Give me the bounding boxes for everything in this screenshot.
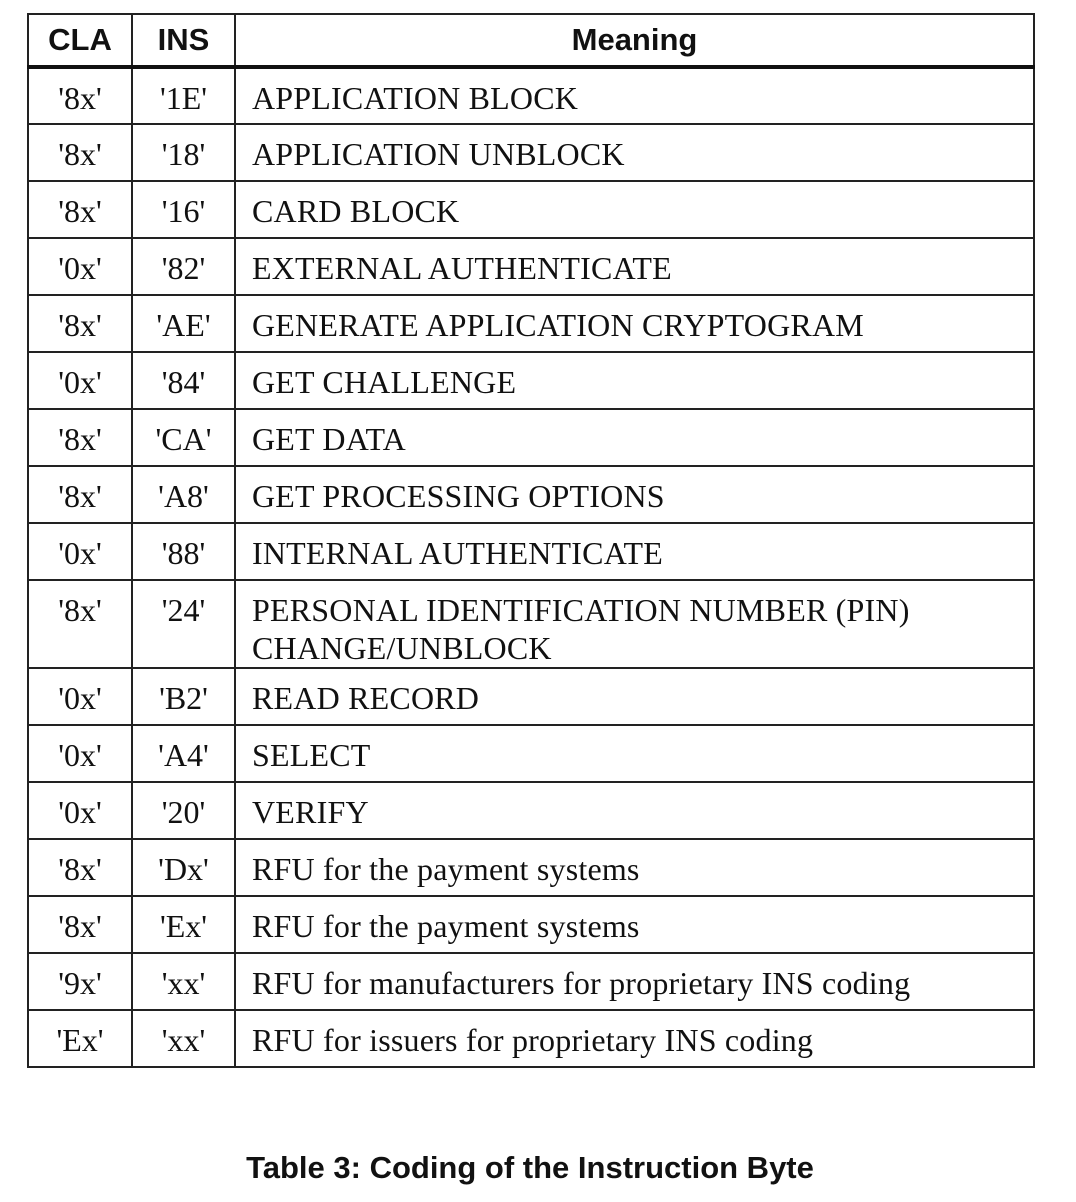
cla-cell: '8x'	[28, 466, 132, 523]
cla-cell: '8x'	[28, 580, 132, 668]
table-row	[28, 67, 1034, 124]
table-row	[28, 839, 1034, 896]
ins-cell: 'AE'	[132, 295, 235, 352]
meaning-cell: VERIFY	[235, 782, 1034, 839]
table-row	[28, 1010, 1034, 1067]
cla-cell: '0x'	[28, 238, 132, 295]
cla-cell: '8x'	[28, 181, 132, 238]
meaning-cell: GET PROCESSING OPTIONS	[235, 466, 1034, 523]
ins-cell: 'CA'	[132, 409, 235, 466]
table-row	[28, 580, 1034, 668]
meaning-cell: RFU for issuers for proprietary INS coding	[235, 1010, 1034, 1067]
meaning-cell: GET CHALLENGE	[235, 352, 1034, 409]
ins-cell: '16'	[132, 181, 235, 238]
meaning-cell: GENERATE APPLICATION CRYPTOGRAM	[235, 295, 1034, 352]
ins-cell: '24'	[132, 580, 235, 668]
ins-cell: 'xx'	[132, 1010, 235, 1067]
table-caption: Table 3: Coding of the Instruction Byte	[246, 1150, 814, 1185]
header-row	[28, 14, 1034, 67]
table-row	[28, 409, 1034, 466]
ins-cell: '1E'	[132, 67, 235, 124]
header-cla: CLA	[28, 14, 132, 67]
table-row	[28, 466, 1034, 523]
cla-cell: '9x'	[28, 953, 132, 1010]
table-row	[28, 181, 1034, 238]
cla-cell: '0x'	[28, 668, 132, 725]
ins-cell: 'B2'	[132, 668, 235, 725]
cla-cell: '0x'	[28, 352, 132, 409]
cla-cell: 'Ex'	[28, 1010, 132, 1067]
table-row	[28, 896, 1034, 953]
meaning-cell: EXTERNAL AUTHENTICATE	[235, 238, 1034, 295]
meaning-cell: PERSONAL IDENTIFICATION NUMBER (PIN) CHANGE/UNBLOCK	[235, 580, 1034, 668]
header-meaning: Meaning	[235, 14, 1034, 67]
ins-cell: 'Dx'	[132, 839, 235, 896]
table-row	[28, 352, 1034, 409]
ins-cell: 'Ex'	[132, 896, 235, 953]
meaning-cell: INTERNAL AUTHENTICATE	[235, 523, 1034, 580]
meaning-cell: APPLICATION UNBLOCK	[235, 124, 1034, 181]
meaning-cell: RFU for the payment systems	[235, 839, 1034, 896]
cla-cell: '8x'	[28, 295, 132, 352]
table-row	[28, 295, 1034, 352]
cla-cell: '0x'	[28, 523, 132, 580]
ins-cell: 'A4'	[132, 725, 235, 782]
header-ins: INS	[132, 14, 235, 67]
table-row	[28, 124, 1034, 181]
cla-cell: '0x'	[28, 782, 132, 839]
table-row	[28, 953, 1034, 1010]
ins-cell: '84'	[132, 352, 235, 409]
ins-cell: 'xx'	[132, 953, 235, 1010]
ins-cell: 'A8'	[132, 466, 235, 523]
table-row	[28, 668, 1034, 725]
meaning-cell: SELECT	[235, 725, 1034, 782]
meaning-cell: CARD BLOCK	[235, 181, 1034, 238]
table-row	[28, 725, 1034, 782]
table-row	[28, 523, 1034, 580]
cla-cell: '8x'	[28, 67, 132, 124]
instruction-byte-table	[27, 13, 1035, 1068]
ins-cell: '88'	[132, 523, 235, 580]
ins-cell: '18'	[132, 124, 235, 181]
cla-cell: '8x'	[28, 409, 132, 466]
cla-cell: '0x'	[28, 725, 132, 782]
meaning-cell: RFU for manufacturers for proprietary INS coding	[235, 953, 1034, 1010]
ins-cell: '82'	[132, 238, 235, 295]
table-row	[28, 782, 1034, 839]
ins-cell: '20'	[132, 782, 235, 839]
meaning-cell: GET DATA	[235, 409, 1034, 466]
cla-cell: '8x'	[28, 839, 132, 896]
table-row	[28, 238, 1034, 295]
meaning-cell: APPLICATION BLOCK	[235, 67, 1034, 124]
meaning-cell: READ RECORD	[235, 668, 1034, 725]
cla-cell: '8x'	[28, 124, 132, 181]
meaning-cell: RFU for the payment systems	[235, 896, 1034, 953]
cla-cell: '8x'	[28, 896, 132, 953]
